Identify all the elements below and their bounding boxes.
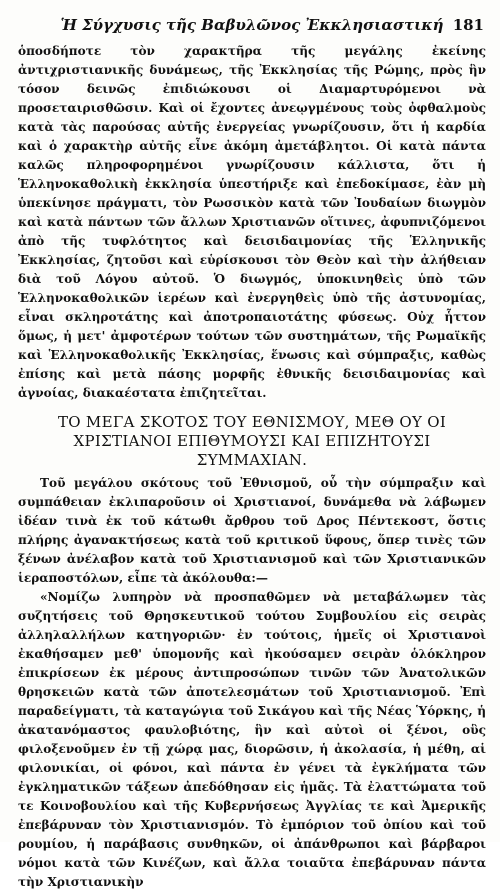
paragraph-2: Τοῦ μεγάλου σκότους τοῦ Ἐθνισμοῦ, οὗ τὴν σύμπραξιν καὶ συμπάθειαν ἐκλιπαροῦσιν οἱ Χριστιανοί, δυνάμεθα νὰ λάβωμεν ἰδέαν τινὰ ἐκ τοῦ κάτωθι ἄρθρου τοῦ Δρος Πέντεκοστ, ὅστις πλήρης ἀγανακτήσεως κατὰ τοῦ κριτικοῦ ὕφους, ὅπερ τινὲς τῶν ξένων ἀνέλαβον κατὰ τοῦ Χριστιανισμοῦ καὶ τῶν Χριστιανικῶν ἱεραποστόλων, εἶπε τὰ ἀκόλουθα:—	[18, 476, 486, 585]
page-number: 181	[452, 16, 484, 34]
paragraph-3-quotation: «Νομίζω λυπηρὸν νὰ προσπαθῶμεν νὰ μεταβάλωμεν τὰς συζητήσεις τοῦ Θρησκευτικοῦ τούτου Συμβουλίου εἰς σειρὰς ἀλληλαλλήλων κατηγοριῶν· ἐν τούτοις, ἡμεῖς οἱ Χριστιανοὶ ἐκαθήσαμεν μεθ' ὑπομονῆς καὶ ἠκούσαμεν σειρὰν ὁλόκληρον ἐπικρίσεων ἐκ μέρους ἀντιπροσώπων τινῶν τῶν Ἀνατολικῶν θρησκειῶν κατὰ τῶν ἀποτελεσμάτων τοῦ Χριστιανισμοῦ. Ἐπὶ παραδείγματι, τὰ καταγώγια τοῦ Σικάγου καὶ τῆς Νέας Ὑόρκης, ἡ ἀκατανόμαστος φαυλοβιότης, ἣν καὶ αὐτοὶ οἱ ξένοι, οὓς φιλοξενοῦμεν ἐν τῇ χώρᾳ μας, διορῶσιν, ἡ ἀκολασία, ἡ μέθη, αἱ φιλονικίαι, οἱ φόνοι, καὶ πάντα ἐν γένει τὰ ἐγκλήματα τῶν ἐγκληματικῶν τάξεων ἀπεδόθησαν εἰς ἡμᾶς. Τὰ ἐλαττώματα τοῦ τε Κοινοβουλίου καὶ τῆς Κυβερνήσεως Ἀγγλίας τε καὶ Ἀμερικῆς ἐπεβάρυναν τὸν Χριστιανισμόν. Τὸ ἐμπόριον τοῦ ὀπίου καὶ τοῦ ρουμίου, ἡ παράβασις συνθηκῶν, οἱ ἀπάνθρωποι καὶ βάρβαροι νόμοι κατὰ τῶν Κινέζων, καὶ ἄλλα τοιαῦτα ἐπεβάρυναν πάντα τὴν Χριστιανικὴν	[18, 590, 486, 889]
running-title: Ἡ Σύγχυσις τῆς Βαβυλῶνος Ἐκκλησιαστική	[60, 16, 444, 34]
running-header	[18, 8, 486, 42]
section-heading: ΤΟ ΜΕΓΑ ΣΚΟΤΟΣ ΤΟΥ ΕΘΝΙΣΜΟΥ, ΜΕΘ ΟΥ ΟΙ ΧΡΙΣΤΙΑΝΟΙ ΕΠΙΘΥΜΟΥΣΙ ΚΑΙ ΕΠΙΖΗΤΟΥΣΙ ΣΥΜΜΑΧΙΑΝ.	[57, 413, 447, 469]
paragraph-1: ὁποσδήποτε τὸν χαρακτῆρα τῆς μεγάλης ἐκείνης ἀντιχριστιανικῆς δυνάμεως, τῆς Ἐκκλησίας τῆς Ρώμης, πρὸς ἣν τόσον δεινῶς ἐπιδιώκουσι οἱ Διαμαρτυρόμενοι νὰ προσεταιρισθῶσιν. Καὶ οἱ ἔχοντες ἀνεῳγμένους τοὺς ὀφθαλμοὺς κατὰ τὰς παρούσας αὐτῆς ἐνεργείας γνωρίζουσιν, ὅτι ἡ καρδία καὶ ὁ χαρακτὴρ αὐτῆς εἶνε ἀκόμη ἀμετάβλητοι. Οἱ κατὰ πάντα καλῶς πληροφορημένοι γνωρίζουσιν κάλλιστα, ὅτι ἡ Ἑλληνοκαθολικὴ ἐκκλησία ὑπεστήριξε καὶ ἐπεδοκίμασε, ἐὰν μὴ ὑπεκίνησε πράγματι, τὸν Ρωσσικὸν κατὰ τῶν Ἰουδαίων διωγμὸν καὶ κατὰ πάντων τῶν ἄλλων Χριστιανῶν οἵτινες, ἀφυπνιζόμενοι ἀπὸ τῆς τυφλότητος καὶ δεισιδαιμονίας τῆς Ἑλληνικῆς Ἐκκλησίας, ζητοῦσι καὶ εὑρίσκουσι τὸν Θεὸν καὶ τὴν ἀλήθειαν διὰ τοῦ Λόγου αὐτοῦ. Ὁ διωγμός, ὑποκινηθεὶς ὑπὸ τῶν Ἑλληνοκαθολικῶν ἱερέων καὶ ἐνεργηθεὶς ὑπὸ τῆς ἀστυνομίας, εἶναι σκληροτάτης καὶ ἀποτροπαιοτάτης φύσεως. Οὐχ ἧττον ὅμως, ἡ μετ' ἀμφοτέρων τούτων τῶν συστημάτων, τῆς Ρωμαϊκῆς καὶ Ἑλληνοκαθολικῆς Ἐκκλησίας, ἕνωσις καὶ σύμπραξις, καθὼς ἐπίσης καὶ μετὰ πάσης μορφῆς ἐθνικῆς δεισιδαιμονίας καὶ ἀγνοίας, διακαέστατα ἐπιζητεῖται.	[18, 44, 486, 400]
